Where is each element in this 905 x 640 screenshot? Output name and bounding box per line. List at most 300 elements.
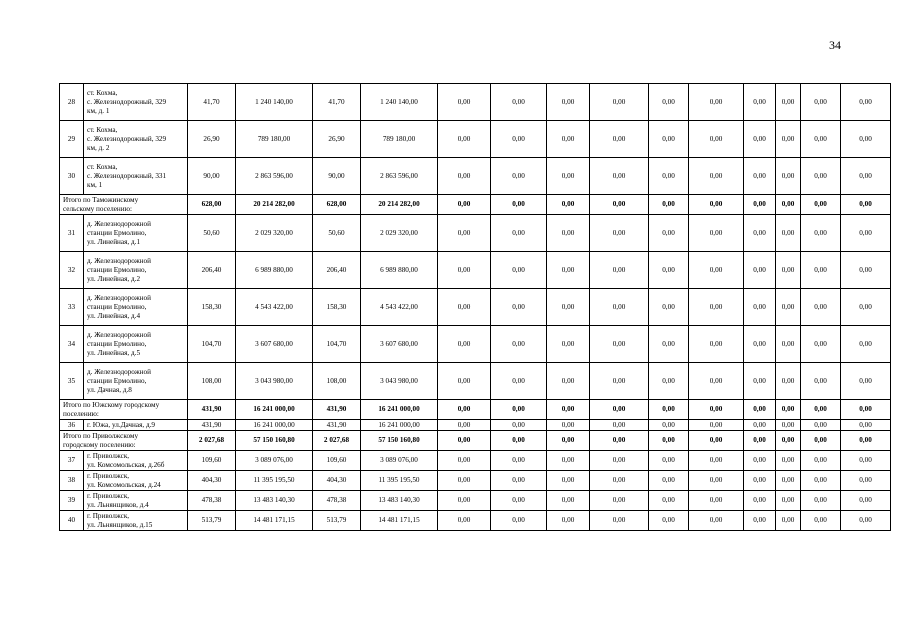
value-cell: 0,00 (438, 195, 491, 215)
cell-text-line: сельскому поселению: (63, 204, 132, 213)
value-cell: 0,00 (801, 420, 841, 431)
value-cell: 0,00 (649, 431, 689, 451)
address-cell (84, 121, 188, 158)
value-cell: 0,00 (491, 195, 547, 215)
value-cell: 0,00 (590, 121, 649, 158)
value-cell: 90,00 (188, 158, 236, 195)
subtotal-row (60, 400, 891, 420)
value-cell: 0,00 (438, 289, 491, 326)
value-cell: 0,00 (438, 121, 491, 158)
cell-text-line: станции Ермолино, (87, 376, 147, 385)
value-cell: 0,00 (547, 215, 590, 252)
value-cell: 0,00 (649, 491, 689, 511)
value-cell: 108,00 (188, 363, 236, 400)
row-number: 36 (60, 420, 84, 431)
value-cell: 0,00 (590, 451, 649, 471)
value-cell: 0,00 (776, 420, 801, 431)
value-cell: 0,00 (649, 158, 689, 195)
value-cell: 0,00 (590, 195, 649, 215)
cell-text-line: ул. Линейная, д.4 (87, 311, 141, 320)
address-cell (84, 420, 188, 431)
cell-text-line: д. Железнодорожной (87, 367, 151, 376)
value-cell: 628,00 (188, 195, 236, 215)
value-cell: 0,00 (801, 215, 841, 252)
value-cell: 109,60 (313, 451, 361, 471)
value-cell: 0,00 (776, 471, 801, 491)
value-cell: 0,00 (491, 491, 547, 511)
value-cell: 0,00 (547, 289, 590, 326)
row-number: 37 (60, 451, 84, 471)
value-cell: 404,30 (313, 471, 361, 491)
value-cell: 3 043 980,00 (361, 363, 438, 400)
value-cell: 0,00 (491, 363, 547, 400)
value-cell: 1 240 140,00 (236, 84, 313, 121)
value-cell: 0,00 (744, 511, 776, 531)
value-cell: 0,00 (590, 289, 649, 326)
value-cell: 3 089 076,00 (236, 451, 313, 471)
row-number: 39 (60, 491, 84, 511)
value-cell: 3 089 076,00 (361, 451, 438, 471)
value-cell: 0,00 (689, 289, 744, 326)
value-cell: 0,00 (689, 491, 744, 511)
row-number: 29 (60, 121, 84, 158)
value-cell: 0,00 (841, 431, 891, 451)
value-cell: 158,30 (313, 289, 361, 326)
value-cell: 0,00 (801, 431, 841, 451)
cell-text-line: станции Ермолино, (87, 228, 147, 237)
value-cell: 0,00 (438, 491, 491, 511)
value-cell: 0,00 (801, 511, 841, 531)
cell-text-line: городскому поселению: (63, 440, 136, 449)
value-cell: 0,00 (649, 289, 689, 326)
cell-text-line: ул. Льнянщиков, д.15 (87, 520, 153, 529)
value-cell: 0,00 (841, 326, 891, 363)
cell-text-line: ст. Кохма, (87, 88, 118, 97)
value-cell: 0,00 (776, 491, 801, 511)
value-cell: 11 395 195,50 (236, 471, 313, 491)
value-cell: 0,00 (649, 121, 689, 158)
value-cell: 0,00 (590, 363, 649, 400)
value-cell: 0,00 (801, 451, 841, 471)
table-row (60, 289, 891, 326)
value-cell: 0,00 (590, 431, 649, 451)
value-cell: 0,00 (590, 511, 649, 531)
value-cell: 513,79 (188, 511, 236, 531)
value-cell: 0,00 (841, 195, 891, 215)
row-number: 34 (60, 326, 84, 363)
value-cell: 0,00 (776, 158, 801, 195)
value-cell: 513,79 (313, 511, 361, 531)
value-cell: 628,00 (313, 195, 361, 215)
value-cell: 0,00 (776, 252, 801, 289)
value-cell: 478,38 (188, 491, 236, 511)
value-cell: 206,40 (188, 252, 236, 289)
cell-text-line: км, д. 2 (87, 143, 110, 152)
value-cell: 0,00 (776, 363, 801, 400)
cell-text-line: ул. Линейная, д.1 (87, 237, 141, 246)
value-cell: 0,00 (689, 471, 744, 491)
cell-text-line: Итого по Приволжскому (63, 431, 139, 440)
address-cell (84, 451, 188, 471)
cell-text-line: д. Железнодорожной (87, 256, 151, 265)
value-cell: 0,00 (689, 84, 744, 121)
value-cell: 0,00 (491, 420, 547, 431)
value-cell: 0,00 (744, 195, 776, 215)
value-cell: 11 395 195,50 (361, 471, 438, 491)
value-cell: 0,00 (841, 511, 891, 531)
address-cell (84, 471, 188, 491)
value-cell: 0,00 (438, 84, 491, 121)
value-cell: 16 241 000,00 (361, 420, 438, 431)
value-cell: 158,30 (188, 289, 236, 326)
value-cell: 0,00 (547, 326, 590, 363)
value-cell: 50,60 (313, 215, 361, 252)
value-cell: 0,00 (438, 158, 491, 195)
address-cell (84, 158, 188, 195)
value-cell: 0,00 (590, 215, 649, 252)
value-cell: 2 029 320,00 (361, 215, 438, 252)
data-table (59, 83, 891, 531)
value-cell: 0,00 (744, 471, 776, 491)
value-cell: 0,00 (744, 363, 776, 400)
value-cell: 0,00 (689, 252, 744, 289)
value-cell: 0,00 (590, 252, 649, 289)
cell-text-line: д. Железнодорожной (87, 219, 151, 228)
value-cell: 0,00 (590, 158, 649, 195)
value-cell: 0,00 (801, 195, 841, 215)
cell-text-line: с. Железнодорожный, 329 (87, 134, 167, 143)
value-cell: 431,90 (313, 400, 361, 420)
value-cell: 0,00 (841, 491, 891, 511)
value-cell: 0,00 (491, 451, 547, 471)
value-cell: 0,00 (801, 289, 841, 326)
value-cell: 0,00 (776, 451, 801, 471)
value-cell: 404,30 (188, 471, 236, 491)
value-cell: 20 214 282,00 (361, 195, 438, 215)
value-cell: 0,00 (841, 84, 891, 121)
value-cell: 0,00 (744, 252, 776, 289)
value-cell: 0,00 (689, 451, 744, 471)
value-cell: 206,40 (313, 252, 361, 289)
value-cell: 104,70 (188, 326, 236, 363)
value-cell: 0,00 (776, 431, 801, 451)
value-cell: 0,00 (491, 84, 547, 121)
cell-text-line: станции Ермолино, (87, 302, 147, 311)
value-cell: 26,90 (313, 121, 361, 158)
value-cell: 0,00 (776, 195, 801, 215)
cell-text-line: км, 1 (87, 180, 103, 189)
value-cell: 789 180,00 (361, 121, 438, 158)
value-cell: 0,00 (649, 511, 689, 531)
cell-text-line: ул. Комсомольская, д.26б (87, 460, 165, 469)
table-row (60, 511, 891, 531)
value-cell: 0,00 (491, 289, 547, 326)
value-cell: 6 989 880,00 (361, 252, 438, 289)
value-cell: 789 180,00 (236, 121, 313, 158)
value-cell: 3 043 980,00 (236, 363, 313, 400)
value-cell: 0,00 (491, 431, 547, 451)
cell-text-line: ст. Кохма, (87, 162, 118, 171)
value-cell: 0,00 (841, 451, 891, 471)
address-cell (84, 252, 188, 289)
table-row (60, 252, 891, 289)
value-cell: 0,00 (590, 420, 649, 431)
value-cell: 0,00 (776, 326, 801, 363)
address-cell (84, 289, 188, 326)
cell-text-line: г. Приволжск, (87, 471, 130, 480)
value-cell: 0,00 (438, 471, 491, 491)
value-cell: 0,00 (744, 121, 776, 158)
value-cell: 57 150 160,80 (361, 431, 438, 451)
address-cell (84, 84, 188, 121)
value-cell: 0,00 (590, 84, 649, 121)
value-cell: 0,00 (744, 451, 776, 471)
value-cell: 90,00 (313, 158, 361, 195)
value-cell: 0,00 (801, 471, 841, 491)
table-row (60, 326, 891, 363)
value-cell: 0,00 (689, 431, 744, 451)
subtotal-label (60, 431, 188, 451)
cell-text-line: г. Приволжск, (87, 511, 130, 520)
value-cell: 0,00 (547, 121, 590, 158)
value-cell: 0,00 (841, 158, 891, 195)
value-cell: 0,00 (649, 326, 689, 363)
value-cell: 104,70 (313, 326, 361, 363)
value-cell: 0,00 (438, 326, 491, 363)
cell-text-line: ул. Линейная, д.2 (87, 274, 141, 283)
value-cell: 0,00 (547, 84, 590, 121)
value-cell: 0,00 (438, 511, 491, 531)
value-cell: 0,00 (744, 158, 776, 195)
value-cell: 16 241 000,00 (236, 420, 313, 431)
value-cell: 41,70 (188, 84, 236, 121)
value-cell: 0,00 (801, 491, 841, 511)
cell-text-line: Итого по Таможинскому (63, 195, 139, 204)
row-number: 30 (60, 158, 84, 195)
subtotal-row (60, 195, 891, 215)
value-cell: 1 240 140,00 (361, 84, 438, 121)
value-cell: 0,00 (547, 158, 590, 195)
value-cell: 0,00 (841, 289, 891, 326)
value-cell: 0,00 (801, 158, 841, 195)
value-cell: 0,00 (491, 511, 547, 531)
value-cell: 0,00 (590, 326, 649, 363)
value-cell: 4 543 422,00 (361, 289, 438, 326)
table-row (60, 420, 891, 431)
value-cell: 0,00 (801, 252, 841, 289)
cell-text-line: станции Ермолино, (87, 265, 147, 274)
cell-text-line: с. Железнодорожный, 329 (87, 97, 167, 106)
value-cell: 0,00 (776, 84, 801, 121)
value-cell: 13 483 140,30 (236, 491, 313, 511)
value-cell: 0,00 (776, 400, 801, 420)
value-cell: 20 214 282,00 (236, 195, 313, 215)
row-number: 33 (60, 289, 84, 326)
value-cell: 0,00 (438, 420, 491, 431)
table-row (60, 215, 891, 252)
value-cell: 0,00 (547, 491, 590, 511)
value-cell: 108,00 (313, 363, 361, 400)
value-cell: 0,00 (841, 215, 891, 252)
table-row (60, 158, 891, 195)
value-cell: 0,00 (491, 158, 547, 195)
address-cell (84, 326, 188, 363)
subtotal-label (60, 195, 188, 215)
value-cell: 0,00 (547, 451, 590, 471)
cell-text-line: г. Приволжск, (87, 451, 130, 460)
row-number: 38 (60, 471, 84, 491)
value-cell: 0,00 (744, 84, 776, 121)
cell-text-line: км, д. 1 (87, 106, 110, 115)
table-row (60, 363, 891, 400)
row-number: 35 (60, 363, 84, 400)
value-cell: 431,90 (188, 400, 236, 420)
value-cell: 2 029 320,00 (236, 215, 313, 252)
value-cell: 3 607 680,00 (236, 326, 313, 363)
value-cell: 0,00 (801, 326, 841, 363)
value-cell: 0,00 (801, 121, 841, 158)
value-cell: 0,00 (744, 326, 776, 363)
value-cell: 16 241 000,00 (361, 400, 438, 420)
value-cell: 0,00 (689, 121, 744, 158)
value-cell: 0,00 (776, 121, 801, 158)
table-row (60, 451, 891, 471)
value-cell: 0,00 (801, 400, 841, 420)
value-cell: 2 863 596,00 (361, 158, 438, 195)
value-cell: 0,00 (841, 471, 891, 491)
row-number: 32 (60, 252, 84, 289)
page-number: 34 (829, 38, 841, 52)
value-cell: 0,00 (547, 431, 590, 451)
value-cell: 0,00 (590, 471, 649, 491)
table-row (60, 121, 891, 158)
value-cell: 0,00 (744, 289, 776, 326)
value-cell: 16 241 000,00 (236, 400, 313, 420)
address-cell (84, 215, 188, 252)
row-number: 40 (60, 511, 84, 531)
value-cell: 0,00 (649, 451, 689, 471)
table-row (60, 471, 891, 491)
value-cell: 0,00 (744, 400, 776, 420)
value-cell: 0,00 (649, 252, 689, 289)
value-cell: 0,00 (438, 252, 491, 289)
value-cell: 2 863 596,00 (236, 158, 313, 195)
value-cell: 14 481 171,15 (361, 511, 438, 531)
value-cell: 0,00 (491, 215, 547, 252)
value-cell: 0,00 (491, 326, 547, 363)
value-cell: 26,90 (188, 121, 236, 158)
value-cell: 0,00 (649, 84, 689, 121)
value-cell: 0,00 (491, 400, 547, 420)
value-cell: 0,00 (801, 84, 841, 121)
value-cell: 0,00 (649, 195, 689, 215)
value-cell: 0,00 (776, 289, 801, 326)
value-cell: 0,00 (689, 215, 744, 252)
cell-text-line: поселению: (63, 409, 99, 418)
value-cell: 6 989 880,00 (236, 252, 313, 289)
cell-text-line: ул. Дачная, д.8 (87, 385, 132, 394)
value-cell: 50,60 (188, 215, 236, 252)
value-cell: 2 027,68 (313, 431, 361, 451)
value-cell: 14 481 171,15 (236, 511, 313, 531)
value-cell: 2 027,68 (188, 431, 236, 451)
row-number: 31 (60, 215, 84, 252)
value-cell: 0,00 (841, 400, 891, 420)
value-cell: 0,00 (649, 420, 689, 431)
value-cell: 0,00 (649, 363, 689, 400)
value-cell: 0,00 (438, 451, 491, 471)
address-cell (84, 491, 188, 511)
address-cell (84, 363, 188, 400)
cell-text-line: г. Южа, ул.Дачная, д.9 (87, 420, 156, 429)
value-cell: 109,60 (188, 451, 236, 471)
value-cell: 0,00 (744, 491, 776, 511)
cell-text-line: г. Приволжск, (87, 491, 130, 500)
value-cell: 478,38 (313, 491, 361, 511)
cell-text-line: с. Железнодорожный, 331 (87, 171, 167, 180)
value-cell: 0,00 (547, 420, 590, 431)
value-cell: 0,00 (547, 400, 590, 420)
value-cell: 0,00 (689, 195, 744, 215)
value-cell: 0,00 (438, 400, 491, 420)
value-cell: 3 607 680,00 (361, 326, 438, 363)
value-cell: 13 483 140,30 (361, 491, 438, 511)
value-cell: 0,00 (841, 420, 891, 431)
value-cell: 0,00 (689, 363, 744, 400)
value-cell: 57 150 160,80 (236, 431, 313, 451)
row-number: 28 (60, 84, 84, 121)
value-cell: 0,00 (491, 121, 547, 158)
cell-text-line: ул. Комсомольская, д.24 (87, 480, 161, 489)
cell-text-line: ул. Линейная, д.5 (87, 348, 141, 357)
value-cell: 0,00 (841, 121, 891, 158)
value-cell: 41,70 (313, 84, 361, 121)
value-cell: 0,00 (801, 363, 841, 400)
value-cell: 0,00 (649, 215, 689, 252)
cell-text-line: д. Железнодорожной (87, 330, 151, 339)
subtotal-label (60, 400, 188, 420)
value-cell: 0,00 (841, 363, 891, 400)
value-cell: 0,00 (438, 431, 491, 451)
value-cell: 0,00 (744, 420, 776, 431)
cell-text-line: д. Железнодорожной (87, 293, 151, 302)
value-cell: 0,00 (744, 431, 776, 451)
value-cell: 0,00 (689, 511, 744, 531)
value-cell: 0,00 (547, 511, 590, 531)
value-cell: 0,00 (547, 252, 590, 289)
value-cell: 0,00 (744, 215, 776, 252)
cell-text-line: ул. Льнянщиков, д.4 (87, 500, 149, 509)
value-cell: 431,90 (188, 420, 236, 431)
value-cell: 0,00 (547, 363, 590, 400)
value-cell: 0,00 (649, 400, 689, 420)
value-cell: 0,00 (547, 471, 590, 491)
value-cell: 0,00 (547, 195, 590, 215)
value-cell: 0,00 (438, 363, 491, 400)
value-cell: 0,00 (590, 400, 649, 420)
value-cell: 0,00 (689, 420, 744, 431)
value-cell: 0,00 (776, 511, 801, 531)
address-cell (84, 511, 188, 531)
table-row (60, 491, 891, 511)
value-cell: 4 543 422,00 (236, 289, 313, 326)
cell-text-line: ст. Кохма, (87, 125, 118, 134)
cell-text-line: Итого по Южскому городскому (63, 400, 160, 409)
value-cell: 0,00 (438, 215, 491, 252)
subtotal-row (60, 431, 891, 451)
cell-text-line: станции Ермолино, (87, 339, 147, 348)
table-row (60, 84, 891, 121)
